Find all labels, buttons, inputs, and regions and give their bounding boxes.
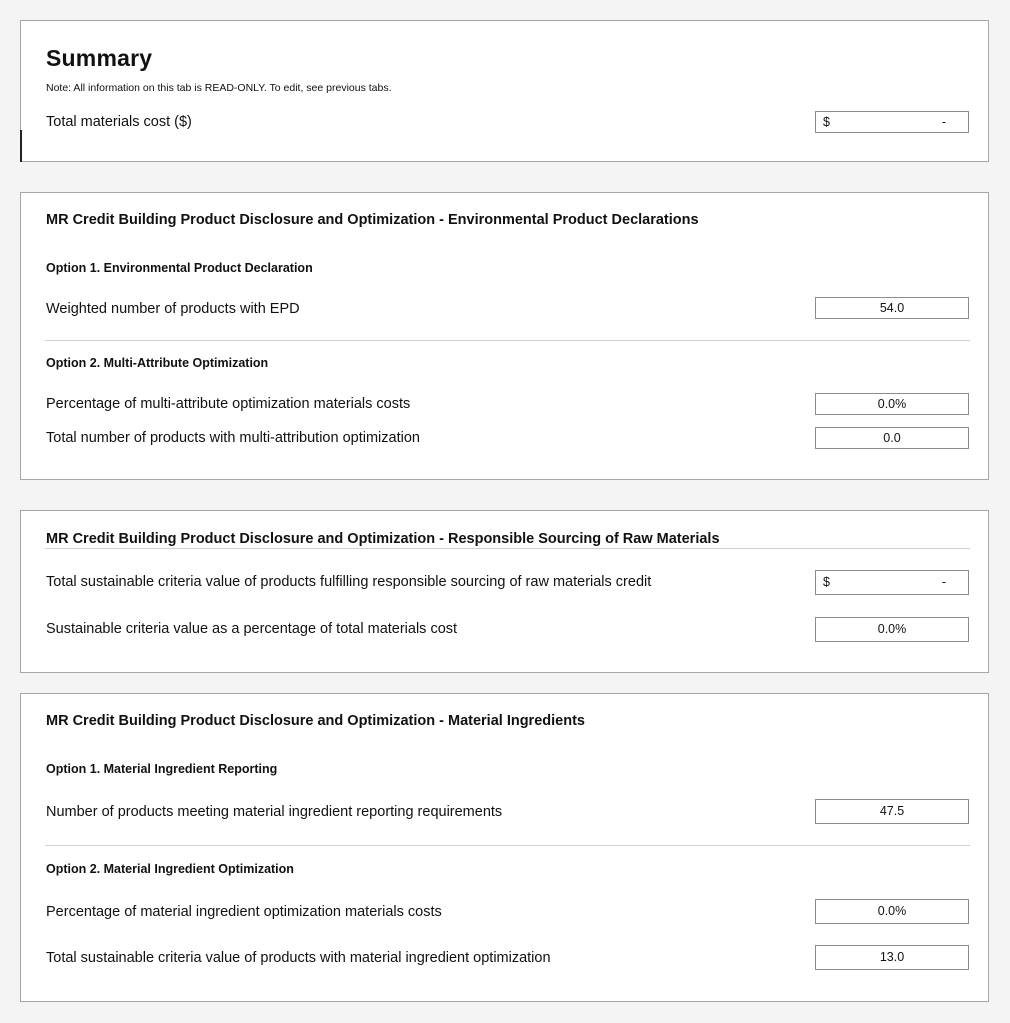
ingredient-optimization-value-label: Total sustainable criteria value of products with material ingredient optimization (46, 950, 551, 966)
ingredient-reporting-field: 47.5 (815, 799, 969, 824)
epd-section-title: MR Credit Building Product Disclosure and Optimization - Environmental Product Declarations (46, 212, 699, 228)
ingredient-optimization-value-field: 13.0 (815, 945, 969, 970)
currency-symbol: $ (823, 575, 830, 589)
sourcing-title-divider (45, 548, 970, 549)
sourcing-value-field (815, 570, 969, 595)
epd-option1-title: Option 1. Environmental Product Declaration (46, 261, 313, 275)
weighted-epd-field: 54.0 (815, 297, 969, 319)
weighted-epd-label: Weighted number of products with EPD (46, 301, 300, 317)
sourcing-percentage-field: 0.0% (815, 617, 969, 642)
multi-attribute-count-field: 0.0 (815, 427, 969, 449)
summary-title: Summary (46, 45, 153, 71)
total-materials-cost-field (815, 111, 969, 133)
sourcing-value: - (941, 575, 946, 589)
ingredients-section-title: MR Credit Building Product Disclosure and Optimization - Material Ingredients (46, 713, 585, 729)
multi-attribute-count-label: Total number of products with multi-attribution optimization (46, 430, 420, 446)
cell-cursor-marker (20, 130, 22, 162)
sourcing-panel (20, 510, 989, 673)
ingredients-option2-title: Option 2. Material Ingredient Optimization (46, 862, 294, 876)
ingredient-optimization-percentage-field: 0.0% (815, 899, 969, 924)
ingredients-option1-title: Option 1. Material Ingredient Reporting (46, 762, 278, 776)
sourcing-value-label: Total sustainable criteria value of products fulfilling responsible sourcing of raw materials credit (46, 574, 652, 590)
sourcing-percentage-label: Sustainable criteria value as a percentage of total materials cost (46, 621, 458, 637)
multi-attribute-percentage-label: Percentage of multi-attribute optimization materials costs (46, 396, 411, 412)
multi-attribute-percentage-field: 0.0% (815, 393, 969, 415)
summary-note: Note: All information on this tab is READ-ONLY. To edit, see previous tabs. (46, 82, 392, 94)
epd-option2-title: Option 2. Multi-Attribute Optimization (46, 356, 269, 370)
summary-panel (20, 20, 989, 162)
ingredient-reporting-label: Number of products meeting material ingredient reporting requirements (46, 804, 503, 820)
sourcing-section-title: MR Credit Building Product Disclosure and Optimization - Responsible Sourcing of Raw Materials (46, 531, 720, 547)
currency-symbol: $ (823, 115, 830, 129)
total-materials-cost-value: - (941, 115, 946, 129)
ingredient-optimization-percentage-label: Percentage of material ingredient optimization materials costs (46, 904, 442, 920)
epd-panel (20, 192, 989, 480)
ingredients-panel (20, 693, 989, 1002)
total-materials-cost-label: Total materials cost ($) (46, 114, 192, 130)
ingredients-options-divider (45, 845, 970, 846)
epd-options-divider (45, 340, 970, 341)
